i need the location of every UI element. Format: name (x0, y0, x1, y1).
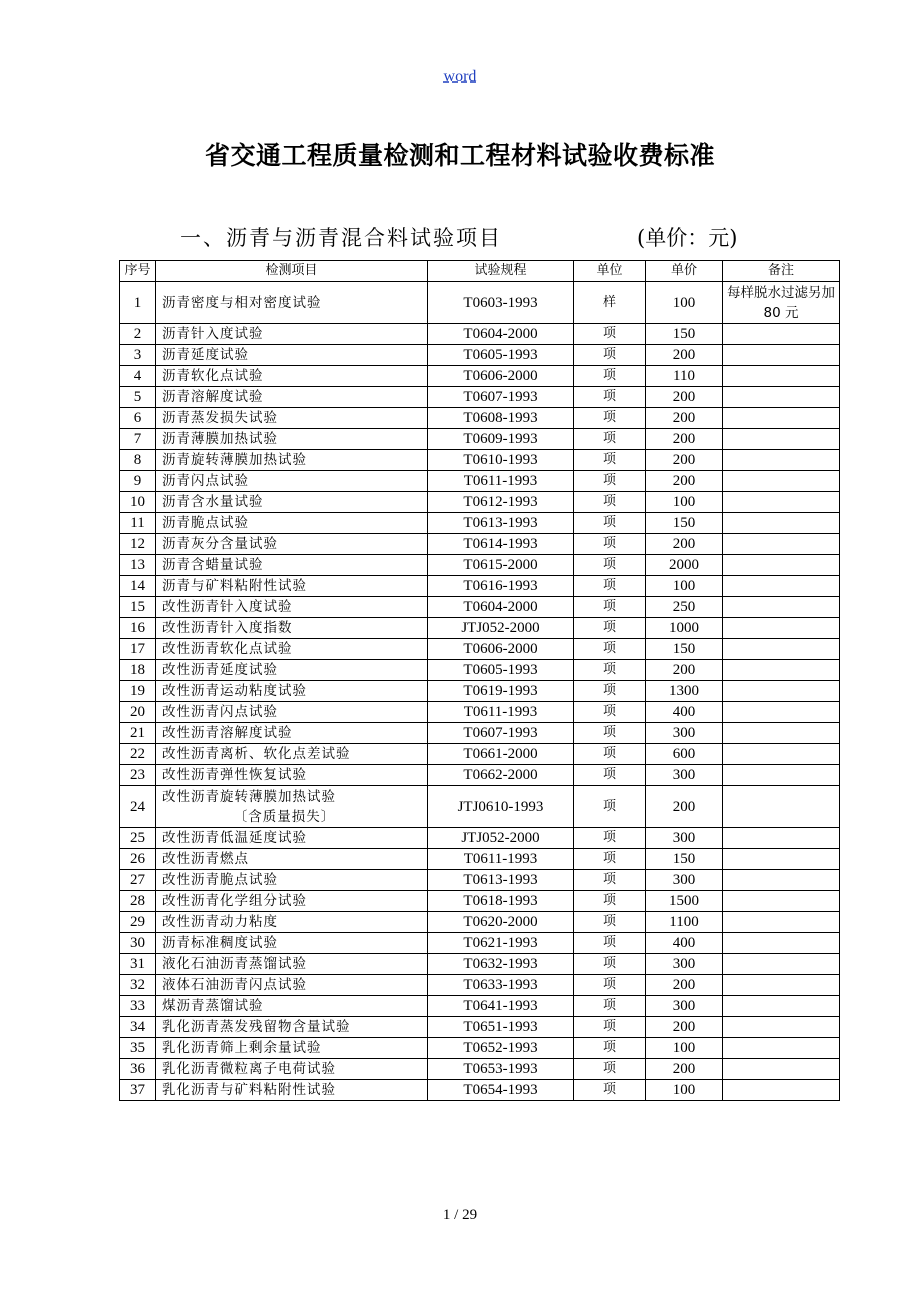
standard-cell: T0608-1993 (428, 408, 574, 429)
test-item-cell: 改性沥青动力粘度 (156, 912, 428, 933)
test-item-cell: 沥青密度与相对密度试验 (156, 282, 428, 324)
test-item-cell: 改性沥青软化点试验 (156, 639, 428, 660)
row-number-cell: 2 (120, 324, 156, 345)
row-number-cell: 6 (120, 408, 156, 429)
note-cell (723, 891, 840, 912)
table-row (120, 933, 840, 954)
price-cell: 2000 (646, 555, 723, 576)
table-row (120, 408, 840, 429)
price-cell: 100 (646, 1080, 723, 1101)
test-item-cell: 沥青延度试验 (156, 345, 428, 366)
price-cell: 1500 (646, 891, 723, 912)
unit-cell: 项 (574, 408, 646, 429)
table-row (120, 366, 840, 387)
unit-note: (单价：元) (637, 226, 738, 250)
test-item-cell: 沥青蒸发损失试验 (156, 408, 428, 429)
table-row (120, 912, 840, 933)
table-row (120, 786, 840, 828)
table-row (120, 849, 840, 870)
price-cell: 200 (646, 660, 723, 681)
row-number-cell: 17 (120, 639, 156, 660)
standard-cell: T0613-1993 (428, 513, 574, 534)
table-row (120, 996, 840, 1017)
column-header-price: 单价 (646, 261, 723, 282)
standard-cell: T0662-2000 (428, 765, 574, 786)
unit-cell: 项 (574, 555, 646, 576)
note-cell (723, 933, 840, 954)
row-number-cell: 25 (120, 828, 156, 849)
note-cell (723, 702, 840, 723)
standard-cell: T0654-1993 (428, 1080, 574, 1101)
unit-cell: 项 (574, 597, 646, 618)
table-row (120, 429, 840, 450)
note-cell (723, 345, 840, 366)
test-item-cell: 沥青溶解度试验 (156, 387, 428, 408)
row-number-cell: 18 (120, 660, 156, 681)
table-row (120, 450, 840, 471)
unit-cell: 项 (574, 744, 646, 765)
table-row (120, 1080, 840, 1101)
table-row (120, 387, 840, 408)
test-item-cell: 改性沥青针入度指数 (156, 618, 428, 639)
row-number-cell: 23 (120, 765, 156, 786)
test-item-cell: 改性沥青低温延度试验 (156, 828, 428, 849)
column-header-no: 序号 (120, 261, 156, 282)
standard-cell: T0604-2000 (428, 597, 574, 618)
standard-cell: JTJ052-2000 (428, 828, 574, 849)
row-number-cell: 14 (120, 576, 156, 597)
standard-cell: T0603-1993 (428, 282, 574, 324)
test-item-cell: 乳化沥青蒸发残留物含量试验 (156, 1017, 428, 1038)
standard-cell: T0611-1993 (428, 471, 574, 492)
table-row (120, 1059, 840, 1080)
table-header-row (120, 261, 840, 282)
unit-cell: 项 (574, 534, 646, 555)
note-cell (723, 597, 840, 618)
note-cell (723, 912, 840, 933)
unit-cell: 项 (574, 660, 646, 681)
test-item-sublabel: 〔含质量损失〕 (233, 808, 336, 825)
table-row (120, 681, 840, 702)
note-cell (723, 450, 840, 471)
note-cell (723, 1080, 840, 1101)
unit-cell: 项 (574, 891, 646, 912)
note-cell (723, 555, 840, 576)
note-cell (723, 1017, 840, 1038)
test-item-cell: 改性沥青燃点 (156, 849, 428, 870)
unit-cell: 样 (574, 282, 646, 324)
row-number-cell: 26 (120, 849, 156, 870)
standard-cell: T0606-2000 (428, 366, 574, 387)
table-row (120, 660, 840, 681)
unit-cell: 项 (574, 954, 646, 975)
standard-cell: JTJ0610-1993 (428, 786, 574, 828)
unit-cell: 项 (574, 975, 646, 996)
note-cell (723, 765, 840, 786)
price-cell: 200 (646, 1059, 723, 1080)
price-cell: 300 (646, 723, 723, 744)
table-row (120, 702, 840, 723)
standard-cell: T0618-1993 (428, 891, 574, 912)
unit-cell: 项 (574, 450, 646, 471)
column-header-unit: 单位 (574, 261, 646, 282)
test-item-cell: 乳化沥青与矿料粘附性试验 (156, 1080, 428, 1101)
test-item-cell: 改性沥青闪点试验 (156, 702, 428, 723)
standard-cell: T0615-2000 (428, 555, 574, 576)
price-cell: 100 (646, 576, 723, 597)
note-cell (723, 471, 840, 492)
table-row (120, 975, 840, 996)
section-title: 一、沥青与沥青混合料试验项目 (180, 226, 502, 250)
price-cell: 1300 (646, 681, 723, 702)
note-cell (723, 366, 840, 387)
price-cell: 1100 (646, 912, 723, 933)
column-header-item: 检测项目 (156, 261, 428, 282)
price-cell: 200 (646, 345, 723, 366)
price-cell: 150 (646, 324, 723, 345)
table-row (120, 954, 840, 975)
price-cell: 300 (646, 870, 723, 891)
note-cell (723, 744, 840, 765)
price-cell: 200 (646, 450, 723, 471)
row-number-cell: 21 (120, 723, 156, 744)
test-item-cell: 沥青旋转薄膜加热试验 (156, 450, 428, 471)
unit-cell: 项 (574, 1080, 646, 1101)
standard-cell: T0605-1993 (428, 660, 574, 681)
table-row (120, 1017, 840, 1038)
note-cell (723, 681, 840, 702)
standard-cell: T0605-1993 (428, 345, 574, 366)
row-number-cell: 24 (120, 786, 156, 828)
table-row (120, 324, 840, 345)
price-cell: 200 (646, 786, 723, 828)
test-item-cell: 改性沥青针入度试验 (156, 597, 428, 618)
price-cell: 100 (646, 282, 723, 324)
row-number-cell: 22 (120, 744, 156, 765)
unit-cell: 项 (574, 576, 646, 597)
standard-cell: T0606-2000 (428, 639, 574, 660)
standard-cell: T0607-1993 (428, 723, 574, 744)
test-item-cell: 沥青针入度试验 (156, 324, 428, 345)
standard-cell: T0611-1993 (428, 849, 574, 870)
unit-cell: 项 (574, 387, 646, 408)
standard-cell: T0653-1993 (428, 1059, 574, 1080)
price-cell: 200 (646, 387, 723, 408)
price-cell: 400 (646, 702, 723, 723)
price-cell: 150 (646, 513, 723, 534)
row-number-cell: 29 (120, 912, 156, 933)
unit-cell: 项 (574, 492, 646, 513)
unit-cell: 项 (574, 1017, 646, 1038)
test-item-cell: 液化石油沥青蒸馏试验 (156, 954, 428, 975)
column-header-standard: 试验规程 (428, 261, 574, 282)
row-number-cell: 4 (120, 366, 156, 387)
row-number-cell: 33 (120, 996, 156, 1017)
test-item-cell: 改性沥青脆点试验 (156, 870, 428, 891)
row-number-cell: 8 (120, 450, 156, 471)
row-number-cell: 20 (120, 702, 156, 723)
table-row (120, 744, 840, 765)
table-row (120, 513, 840, 534)
unit-cell: 项 (574, 870, 646, 891)
row-number-cell: 31 (120, 954, 156, 975)
row-number-cell: 36 (120, 1059, 156, 1080)
price-cell: 250 (646, 597, 723, 618)
note-cell (723, 660, 840, 681)
standard-cell: T0641-1993 (428, 996, 574, 1017)
row-number-cell: 28 (120, 891, 156, 912)
page-number: 1 / 29 (442, 1207, 478, 1223)
unit-cell: 项 (574, 324, 646, 345)
row-number-cell: 11 (120, 513, 156, 534)
price-cell: 200 (646, 408, 723, 429)
test-item-cell: 改性沥青化学组分试验 (156, 891, 428, 912)
test-item-cell: 沥青脆点试验 (156, 513, 428, 534)
price-cell: 200 (646, 1017, 723, 1038)
note-cell (723, 1038, 840, 1059)
table-row (120, 555, 840, 576)
test-item-cell: 沥青薄膜加热试验 (156, 429, 428, 450)
price-cell: 1000 (646, 618, 723, 639)
row-number-cell: 37 (120, 1080, 156, 1101)
row-number-cell: 35 (120, 1038, 156, 1059)
table-row (120, 282, 840, 324)
test-item-cell: 改性沥青运动粘度试验 (156, 681, 428, 702)
note-cell (723, 975, 840, 996)
price-cell: 110 (646, 366, 723, 387)
unit-cell: 项 (574, 723, 646, 744)
note-cell (723, 849, 840, 870)
table-row (120, 1038, 840, 1059)
test-item-cell: 液体石油沥青闪点试验 (156, 975, 428, 996)
note-cell (723, 870, 840, 891)
standard-cell: T0612-1993 (428, 492, 574, 513)
test-item-cell: 煤沥青蒸馏试验 (156, 996, 428, 1017)
table-row (120, 765, 840, 786)
table-row (120, 639, 840, 660)
table-row (120, 534, 840, 555)
table-row (120, 618, 840, 639)
price-cell: 100 (646, 492, 723, 513)
unit-cell: 项 (574, 828, 646, 849)
row-number-cell: 3 (120, 345, 156, 366)
row-number-cell: 1 (120, 282, 156, 324)
note-cell (723, 1059, 840, 1080)
price-cell: 300 (646, 828, 723, 849)
test-item-cell: 沥青灰分含量试验 (156, 534, 428, 555)
standard-cell: T0619-1993 (428, 681, 574, 702)
standard-cell: T0620-2000 (428, 912, 574, 933)
unit-cell: 项 (574, 513, 646, 534)
standard-cell: T0611-1993 (428, 702, 574, 723)
test-item-cell: 沥青标准稠度试验 (156, 933, 428, 954)
unit-cell: 项 (574, 471, 646, 492)
unit-cell: 项 (574, 366, 646, 387)
row-number-cell: 9 (120, 471, 156, 492)
row-number-cell: 7 (120, 429, 156, 450)
table-row (120, 891, 840, 912)
document-title: 省交通工程质量检测和工程材料试验收费标准 (204, 141, 715, 170)
row-number-cell: 34 (120, 1017, 156, 1038)
note-cell (723, 723, 840, 744)
note-cell (723, 828, 840, 849)
unit-cell: 项 (574, 786, 646, 828)
note-cell (723, 429, 840, 450)
unit-cell: 项 (574, 1038, 646, 1059)
standard-cell: T0621-1993 (428, 933, 574, 954)
table-row (120, 492, 840, 513)
price-cell: 150 (646, 849, 723, 870)
price-cell: 300 (646, 765, 723, 786)
price-cell: 150 (646, 639, 723, 660)
standard-cell: T0652-1993 (428, 1038, 574, 1059)
row-number-cell: 13 (120, 555, 156, 576)
row-number-cell: 19 (120, 681, 156, 702)
price-cell: 300 (646, 996, 723, 1017)
row-number-cell: 10 (120, 492, 156, 513)
price-cell: 200 (646, 471, 723, 492)
note-cell (723, 576, 840, 597)
unit-cell: 项 (574, 912, 646, 933)
test-item-cell: 乳化沥青微粒离子电荷试验 (156, 1059, 428, 1080)
unit-cell: 项 (574, 1059, 646, 1080)
unit-cell: 项 (574, 996, 646, 1017)
row-number-cell: 30 (120, 933, 156, 954)
unit-cell: 项 (574, 702, 646, 723)
unit-cell: 项 (574, 429, 646, 450)
note-cell (723, 387, 840, 408)
note-cell (723, 492, 840, 513)
standard-cell: T0616-1993 (428, 576, 574, 597)
row-number-cell: 16 (120, 618, 156, 639)
unit-cell: 项 (574, 681, 646, 702)
row-number-cell: 27 (120, 870, 156, 891)
table-row (120, 576, 840, 597)
standard-cell: T0661-2000 (428, 744, 574, 765)
unit-cell: 项 (574, 933, 646, 954)
note-cell: 每样脱水过滤另加 80 元 (723, 282, 840, 324)
note-cell (723, 408, 840, 429)
table-row (120, 471, 840, 492)
unit-cell: 项 (574, 345, 646, 366)
note-cell (723, 513, 840, 534)
price-cell: 200 (646, 975, 723, 996)
test-item-cell: 改性沥青离析、软化点差试验 (156, 744, 428, 765)
table-body (120, 282, 840, 1101)
unit-cell: 项 (574, 849, 646, 870)
unit-cell: 项 (574, 618, 646, 639)
row-number-cell: 15 (120, 597, 156, 618)
row-number-cell: 32 (120, 975, 156, 996)
test-item-cell: 沥青闪点试验 (156, 471, 428, 492)
test-item-label: 改性沥青旋转薄膜加热试验 (162, 788, 336, 805)
table-row (120, 870, 840, 891)
standard-cell: T0609-1993 (428, 429, 574, 450)
standard-cell: T0610-1993 (428, 450, 574, 471)
column-header-note: 备注 (723, 261, 840, 282)
row-number-cell: 5 (120, 387, 156, 408)
table-row (120, 345, 840, 366)
table-row (120, 723, 840, 744)
standard-cell: JTJ052-2000 (428, 618, 574, 639)
standard-cell: T0633-1993 (428, 975, 574, 996)
test-item-cell: 沥青软化点试验 (156, 366, 428, 387)
unit-cell: 项 (574, 765, 646, 786)
standard-cell: T0651-1993 (428, 1017, 574, 1038)
price-cell: 200 (646, 534, 723, 555)
row-number-cell: 12 (120, 534, 156, 555)
fee-table (119, 260, 840, 1101)
note-cell (723, 786, 840, 828)
note-cell (723, 954, 840, 975)
note-cell (723, 534, 840, 555)
unit-cell: 项 (574, 639, 646, 660)
note-cell (723, 324, 840, 345)
test-item-cell: 沥青含水量试验 (156, 492, 428, 513)
test-item-cell: 改性沥青弹性恢复试验 (156, 765, 428, 786)
price-cell: 600 (646, 744, 723, 765)
test-item-cell: 沥青含蜡量试验 (156, 555, 428, 576)
note-cell (723, 996, 840, 1017)
note-cell (723, 618, 840, 639)
standard-cell: T0614-1993 (428, 534, 574, 555)
standard-cell: T0607-1993 (428, 387, 574, 408)
table-row (120, 597, 840, 618)
price-cell: 400 (646, 933, 723, 954)
test-item-cell: 改性沥青溶解度试验 (156, 723, 428, 744)
price-cell: 300 (646, 954, 723, 975)
test-item-cell: 沥青与矿料粘附性试验 (156, 576, 428, 597)
standard-cell: T0604-2000 (428, 324, 574, 345)
standard-cell: T0632-1993 (428, 954, 574, 975)
test-item-cell: 乳化沥青筛上剩余量试验 (156, 1038, 428, 1059)
table-row (120, 828, 840, 849)
note-cell (723, 639, 840, 660)
price-cell: 100 (646, 1038, 723, 1059)
standard-cell: T0613-1993 (428, 870, 574, 891)
header-word-link[interactable]: word (443, 68, 477, 85)
test-item-cell (156, 786, 428, 828)
price-cell: 200 (646, 429, 723, 450)
test-item-cell: 改性沥青延度试验 (156, 660, 428, 681)
